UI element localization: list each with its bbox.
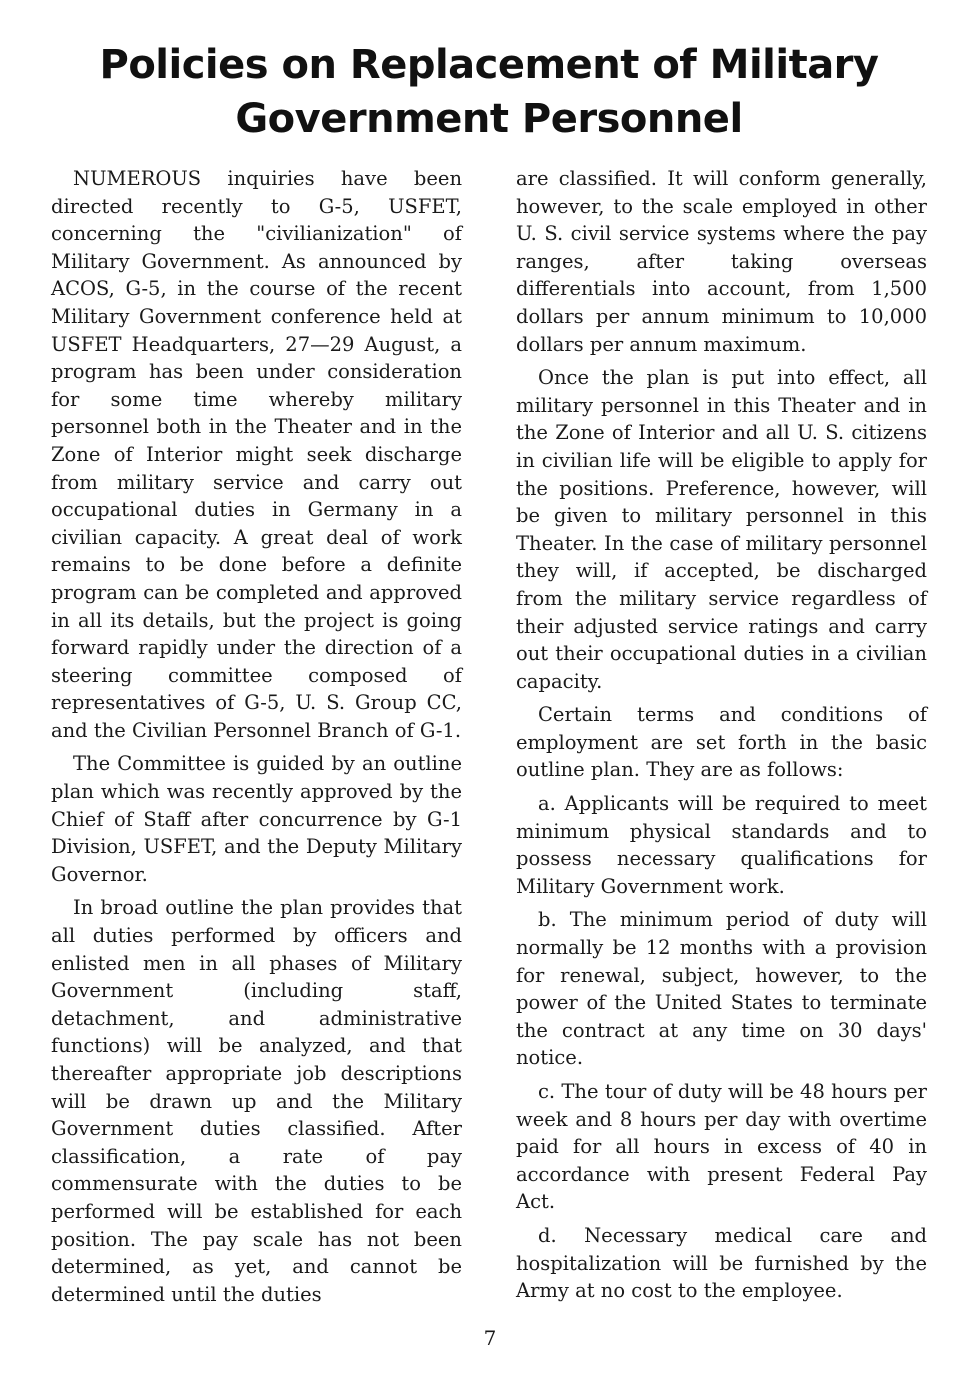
- list-item: a. Applicants will be required to meet minimum physical standards and to possess necessary qualifications for Military Government work.: [516, 792, 927, 898]
- list-item: c. The tour of duty will be 48 hours per week and 8 hours per day with overtime paid for all hours in excess of 40 in accordance with present Federal Pay Act.: [516, 1080, 927, 1214]
- paragraph: Certain terms and conditions of employment are set forth in the basic outline plan. They are as follows:: [516, 703, 927, 782]
- list-item: d. Necessary medical care and hospitalization will be furnished by the Army at no cost to the employee.: [516, 1223, 927, 1303]
- paragraph: NUMEROUS inquiries have been directed recently to G-5, USFET, concerning the "civilianization" of Military Government. As announced by ACOS, G-5, in the course of the recent Military Government conference held at USFET Headquarters, 27—29 August, a program has been under consideration for some time whereby military personnel both in the Theater and in the Zone of Interior might seek discharge from military service and carry out occupational duties in Germany in a civilian capacity. A great deal of work remains to be done before a definite program can be completed and approved in all its details, but the project is going forward rapidly under the direction of a steering committee composed of representatives of G-5, U. S. Group CC, and the Civilian Personnel Branch of G-1.: [51, 167, 462, 742]
- paragraph: In broad outline the plan provides that all duties performed by officers and enlisted men in all phases of Military Government (including staff, detachment, and administrative functions) will be analyzed, and that thereafter appropriate job descriptions will be drawn up and the Military Government duties classified. After classification, a rate of pay commensurate with the duties to be performed will be established for each position. The pay scale has not been determined, as yet, and cannot be determined until the duties: [51, 896, 462, 1306]
- left-column: [51, 165, 462, 1314]
- list-item: b. The minimum period of duty will normally be 12 months with a provision for renewal, subject, however, to the power of the United States to terminate the contract at any time on 30 days' notice.: [516, 908, 927, 1070]
- paragraph-continued: are classified. It will conform generally, however, to the scale employed in other U. S. civil service systems where the pay ranges, after taking overseas differentials into account, from 1,500 dollars per annum minimum to 10,000 dollars per annum maximum.: [516, 167, 927, 356]
- paragraph: The Committee is guided by an outline plan which was recently approved by the Chief of Staff after concurrence by G-1 Division, USFET, and the Deputy Military Governor.: [51, 752, 462, 886]
- article-title: Policies on Replacement of Military Government Personnel: [99, 42, 879, 142]
- right-column: [516, 165, 927, 1311]
- paragraph: Once the plan is put into effect, all military personnel in this Theater and in the Zone of Interior and all U. S. citizens in civilian life will be eligible to apply for the positions. Preference, however, will be given to military personnel in this Theater. In the case of military personnel they will, if accepted, be discharged from the military service regardless of their adjusted service ratings and carry out their occupational duties in a civilian capacity.: [516, 366, 927, 693]
- page-number: 7: [483, 1326, 497, 1350]
